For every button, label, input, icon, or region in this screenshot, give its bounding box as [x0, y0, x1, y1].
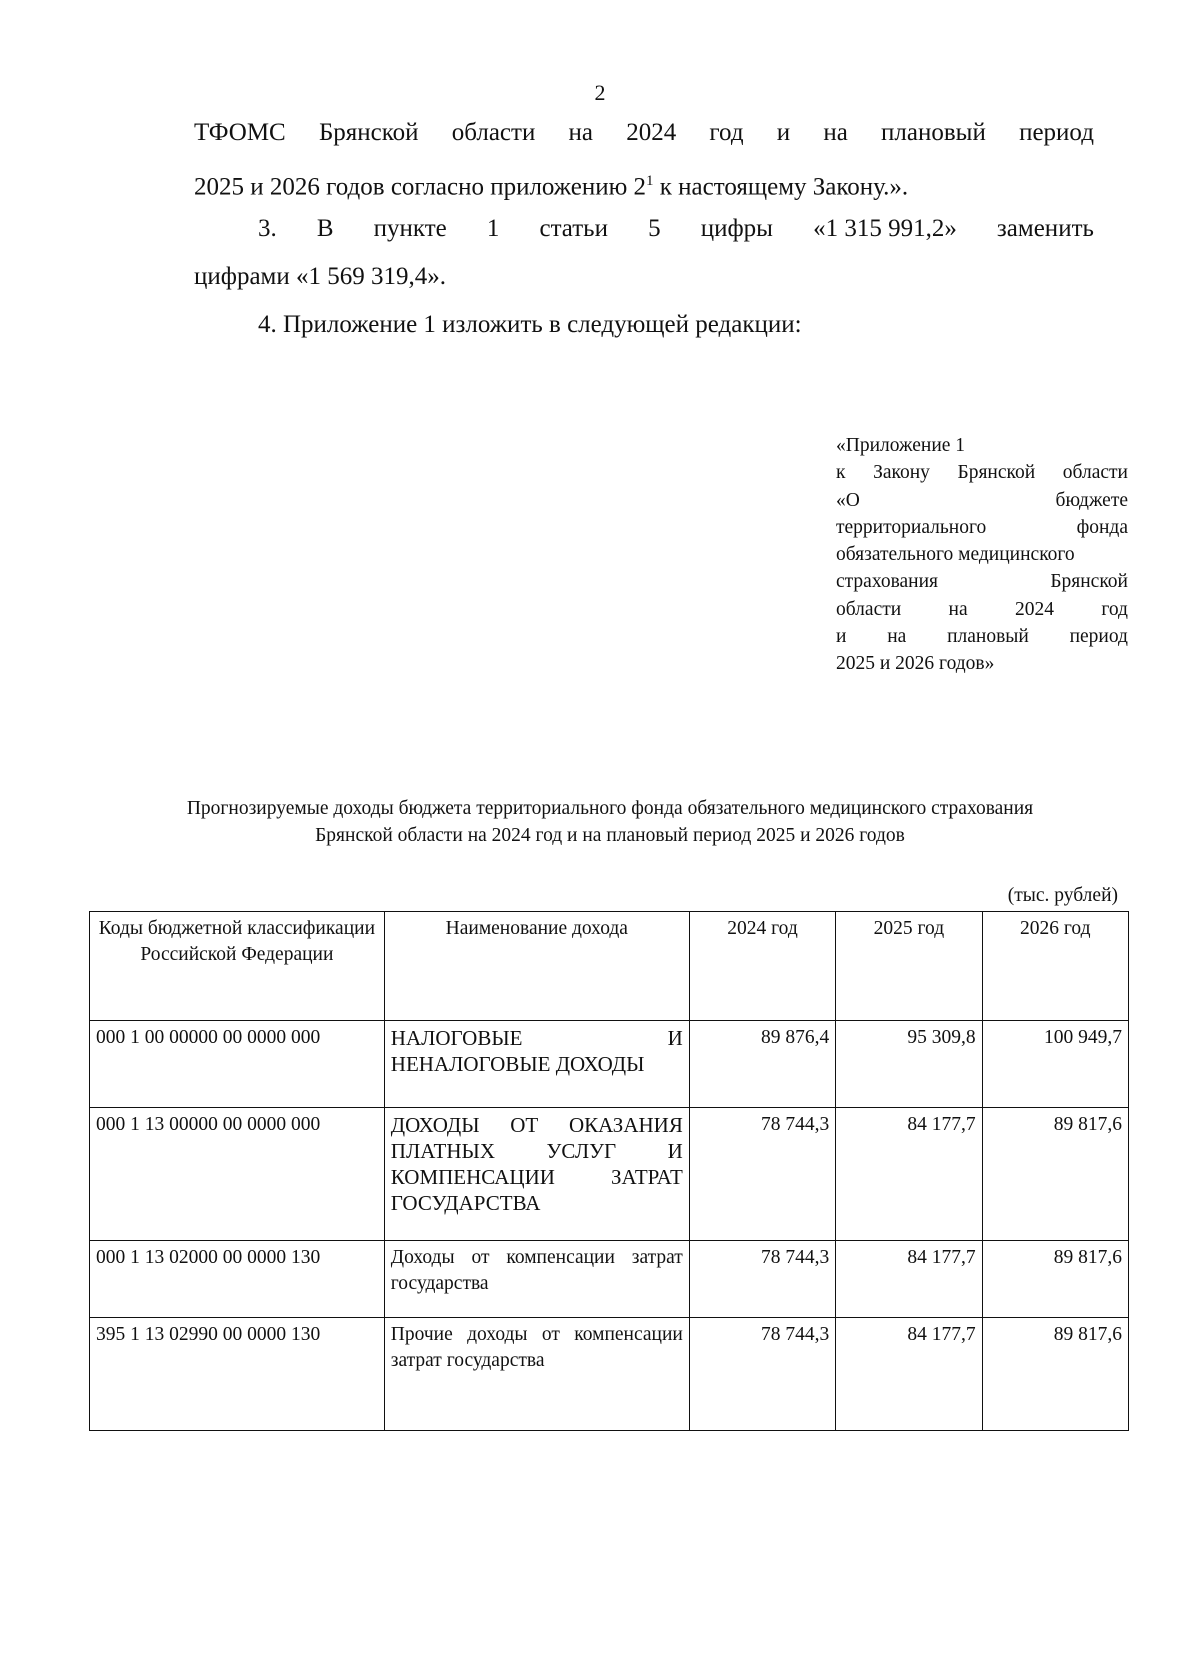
intro-word: области: [451, 119, 536, 146]
cell-name: Прочие доходы от компенсации затрат государства: [384, 1318, 689, 1431]
cell-code: 000 1 13 02000 00 0000 130: [90, 1241, 385, 1318]
appendix-line: [836, 487, 1128, 514]
appendix-word: 2025 и 2026 годов»: [836, 653, 995, 675]
cell-2026: 89 817,6: [982, 1108, 1128, 1241]
intro-word: Брянской: [318, 119, 419, 146]
units-label: (тыс. рублей): [1007, 885, 1118, 906]
cell-code: 395 1 13 02990 00 0000 130: [90, 1318, 385, 1431]
item3-word: статьи: [539, 215, 608, 242]
header-2025: 2025 год: [836, 912, 982, 1021]
intro-word: плановый: [881, 119, 986, 146]
appendix-line: [836, 514, 1128, 541]
appendix-word: «Приложение 1: [836, 435, 966, 456]
intro-word: ТФОМС: [194, 119, 286, 146]
appendix-word: на: [887, 626, 907, 648]
item3-word: цифры: [700, 215, 773, 242]
intro-word: период: [1019, 119, 1094, 146]
cell-2024: 89 876,4: [689, 1021, 835, 1108]
appendix-word: 2024: [1015, 598, 1054, 620]
table-title-line-1: Прогнозируемые доходы бюджета территориального фонда обязательного медицинского страхования: [186, 798, 1034, 819]
cell-2024: 78 744,3: [689, 1318, 835, 1431]
header-name: Наименование дохода: [384, 912, 689, 1021]
cell-name: ДОХОДЫ ОТ ОКАЗАНИЯ ПЛАТНЫХ УСЛУГ И КОМПЕНСАЦИИ ЗАТРАТ ГОСУДАРСТВА: [384, 1108, 689, 1241]
item3-word: заменить: [996, 215, 1094, 242]
appendix-word: год: [1101, 598, 1128, 620]
item3-word: В: [316, 215, 334, 242]
appendix-line: [836, 650, 1128, 677]
intro-word: год: [709, 119, 744, 146]
item-3-line-1: [258, 214, 1094, 244]
appendix-word: обязательного медицинского: [836, 544, 1075, 566]
intro-word: на: [823, 119, 848, 146]
footnote-superscript: 1: [646, 173, 654, 189]
cell-2024: 78 744,3: [689, 1241, 835, 1318]
appendix-word: на: [948, 598, 968, 620]
cell-name: НАЛОГОВЫЕ И НЕНАЛОГОВЫЕ ДОХОДЫ: [384, 1021, 689, 1108]
cell-2025: 95 309,8: [836, 1021, 982, 1108]
appendix-word: к: [836, 462, 846, 484]
intro-line-2: [194, 166, 908, 202]
table-row: [90, 1021, 1129, 1108]
appendix-line: [836, 432, 1128, 459]
intro-line-2-tail: к настоящему Закону.».: [653, 173, 909, 201]
intro-word: и: [776, 119, 791, 146]
item-3-continuation: цифрами «1 569 319,4».: [194, 263, 447, 290]
table-row: [90, 1108, 1129, 1241]
appendix-line: [836, 596, 1128, 623]
intro-line-2-text: 2025 и 2026 годов согласно приложению 2: [194, 173, 647, 201]
appendix-word: Брянской: [957, 462, 1036, 484]
appendix-word: области: [1062, 462, 1128, 484]
appendix-word: бюджете: [1055, 489, 1128, 511]
appendix-word: области: [836, 598, 902, 620]
appendix-word: Брянской: [1050, 571, 1128, 593]
item3-word: пункте: [373, 215, 447, 242]
cell-2026: 89 817,6: [982, 1318, 1128, 1431]
cell-2025: 84 177,7: [836, 1241, 982, 1318]
appendix-reference: [836, 432, 1128, 678]
appendix-word: и: [836, 626, 847, 648]
appendix-line: [836, 568, 1128, 595]
cell-2026: 89 817,6: [982, 1241, 1128, 1318]
cell-2025: 84 177,7: [836, 1318, 982, 1431]
appendix-word: период: [1069, 626, 1128, 648]
item3-word: 1: [486, 215, 500, 242]
appendix-word: «О: [836, 489, 860, 511]
table-row: [90, 1318, 1129, 1431]
appendix-word: плановый: [947, 626, 1029, 648]
item3-word: 3.: [258, 215, 277, 242]
header-2024: 2024 год: [689, 912, 835, 1021]
intro-word: 2024: [626, 119, 677, 146]
cell-name: Доходы от компенсации затрат государства: [384, 1241, 689, 1318]
table-title-line-2: Брянской области на 2024 год и на плановый период 2025 и 2026 годов: [315, 825, 905, 846]
appendix-word: Закону: [873, 462, 930, 484]
item3-word: «1 315 991,2»: [813, 215, 957, 242]
cell-2026: 100 949,7: [982, 1021, 1128, 1108]
appendix-line: [836, 541, 1128, 568]
table-header-row: [90, 912, 1129, 1021]
appendix-word: страхования: [836, 571, 939, 593]
page-number: 2: [594, 80, 606, 105]
cell-code: 000 1 13 00000 00 0000 000: [90, 1108, 385, 1241]
appendix-line: [836, 459, 1128, 486]
table-row: [90, 1241, 1129, 1318]
intro-word: на: [568, 119, 594, 146]
appendix-line: [836, 623, 1128, 650]
header-2026: 2026 год: [982, 912, 1128, 1021]
appendix-word: территориального: [836, 516, 987, 538]
income-table: [89, 911, 1129, 1431]
item-4: 4. Приложение 1 изложить в следующей редакции:: [258, 311, 802, 338]
header-code: Коды бюджетной классификации Российской Федерации: [90, 912, 385, 1021]
item3-word: 5: [648, 215, 661, 242]
appendix-word: фонда: [1076, 516, 1128, 538]
cell-2024: 78 744,3: [689, 1108, 835, 1241]
table-title: [80, 795, 1140, 849]
intro-line-1: [194, 118, 1094, 148]
cell-2025: 84 177,7: [836, 1108, 982, 1241]
cell-code: 000 1 00 00000 00 0000 000: [90, 1021, 385, 1108]
